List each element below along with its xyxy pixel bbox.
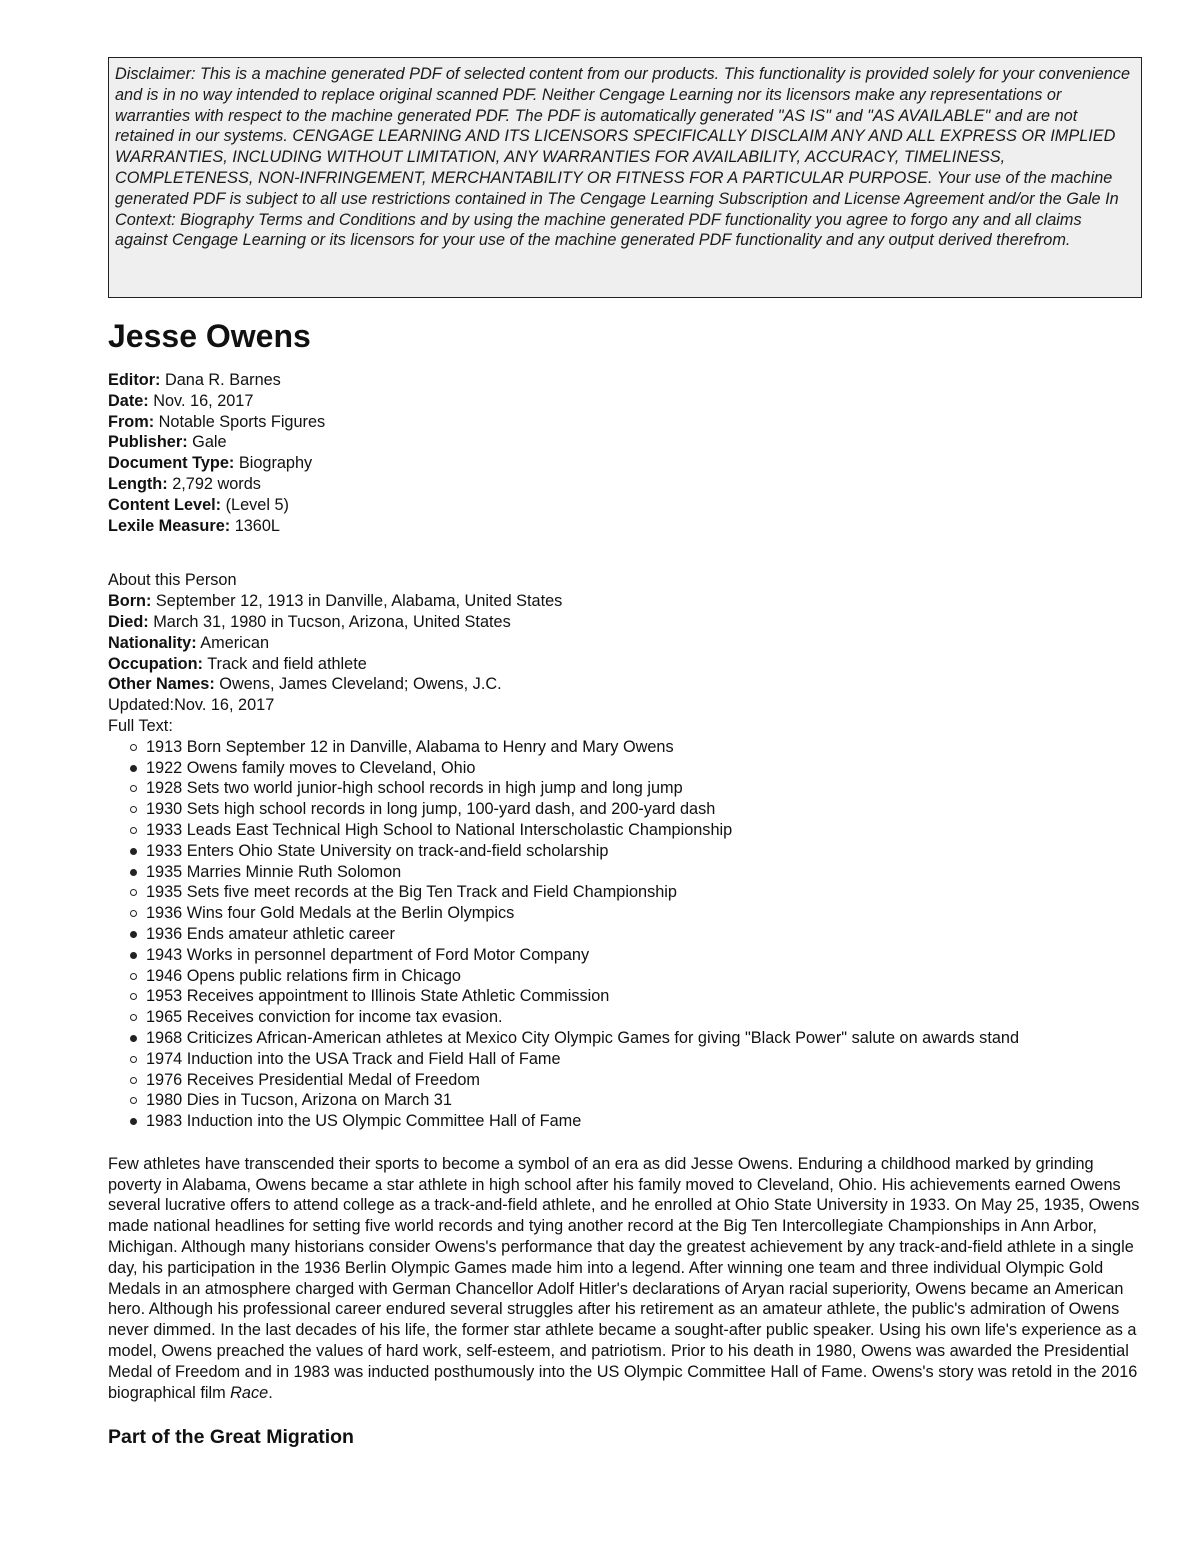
hollow-bullet-icon [130,827,137,834]
timeline-item-text: 1928 Sets two world junior-high school records in high jump and long jump [146,779,683,798]
timeline-item-text: 1933 Leads East Technical High School to National Interscholastic Championship [146,820,733,839]
hollow-bullet-icon [130,993,137,1000]
meta-label: Publisher: [108,433,188,452]
timeline-item-text: 1935 Marries Minnie Ruth Solomon [146,862,402,881]
timeline-item-text: 1974 Induction into the USA Track and Field Hall of Fame [146,1049,561,1068]
timeline-item [130,903,1142,924]
timeline-item [130,986,1142,1007]
timeline-item [130,778,1142,799]
timeline-item [130,1070,1142,1091]
timeline-item [130,966,1142,987]
about-row-occupation [108,654,1142,675]
hollow-bullet-icon [130,910,137,917]
meta-value: Gale [187,433,227,452]
timeline-item-text: 1933 Enters Ohio State University on track-and-field scholarship [146,841,609,860]
hollow-bullet-icon [130,744,137,751]
meta-row-document-type [108,453,1142,474]
updated-date: Updated:Nov. 16, 2017 [108,696,275,715]
meta-value: 1360L [230,516,280,535]
timeline-item [130,820,1142,841]
hollow-bullet-icon [130,973,137,980]
meta-row-content-level [108,495,1142,516]
body-paragraph-end: . [268,1383,273,1402]
meta-label: From: [108,412,155,431]
disclaimer-box [108,57,1142,298]
full-text-label: Full Text: [108,716,173,735]
about-label: Died: [108,612,149,631]
meta-label: Editor: [108,371,161,389]
timeline-item [130,1028,1142,1049]
meta-value: Dana R. Barnes [160,371,281,389]
timeline-item-text: 1980 Dies in Tucson, Arizona on March 31 [146,1091,452,1110]
about-row-nationality [108,633,1142,654]
hollow-bullet-icon [130,1097,137,1104]
hollow-bullet-icon [130,1014,137,1021]
filled-bullet-icon [130,1035,137,1042]
timeline-item [130,1111,1142,1132]
timeline-item-text: 1946 Opens public relations firm in Chicago [146,966,461,985]
about-row-other-names [108,674,1142,695]
about-value: American [196,633,270,652]
meta-row-editor [108,370,1142,391]
about-label: Other Names: [108,675,215,694]
meta-row-length [108,474,1142,495]
meta-label: Date: [108,391,149,410]
filled-bullet-icon [130,1118,137,1125]
about-value: March 31, 1980 in Tucson, Arizona, United States [148,612,511,631]
timeline-item [130,1007,1142,1028]
metadata-block [108,370,1142,536]
about-label: Occupation: [108,654,203,673]
body-paragraph [108,1154,1142,1404]
timeline-item [130,737,1142,758]
timeline-item [130,945,1142,966]
about-heading: About this Person [108,571,237,590]
filled-bullet-icon [130,765,137,772]
timeline-item [130,1090,1142,1111]
hollow-bullet-icon [130,889,137,896]
section-heading: Part of the Great Migration [108,1426,354,1449]
timeline-item [130,841,1142,862]
body-paragraph-text: Few athletes have transcended their sports to become a symbol of an era as did Jesse Owens. Enduring a childhood marked by grinding poverty in Alabama, Owens became a star athlete in high school after his family moved to Cleveland, Ohio. His achievements earned Owens several lucrative offers to attend college as a track-and-field athlete, and he enrolled at Ohio State University in 1933. On May 25, 1935, Owens made national headlines for setting five world records and tying another record at the Big Ten Intercollegiate Championships in Ann Arbor, Michigan. Although many historians consider Owens's performance that day the greatest achievement by any track-and-field athlete in a single day, his participation in the 1936 Berlin Olympic Games made him into a legend. After winning one team and three individual Olympic Gold Medals in an atmosphere charged with German Chancellor Adolf Hitler's declarations of Aryan racial superiority, Owens became an American hero. Although his professional career endured several struggles after his retirement as an amateur athlete, the public's admiration of Owens never dimmed. In the last decades of his life, the former star athlete became a sought-after public speaker. Using his own life's experience as a model, Owens preached the values of hard work, self-esteem, and patriotism. Prior to his death in 1980, Owens was awarded the Presidential Medal of Freedom and in 1983 was inducted posthumously into the US Olympic Committee Hall of Fame. Owens's story was retold in the 2016 biographical film [108,1154,1140,1402]
about-row-born [108,591,1142,612]
page-title: Jesse Owens [108,318,311,354]
meta-label: Content Level: [108,495,222,514]
meta-value: Nov. 16, 2017 [148,391,254,410]
meta-label: Lexile Measure: [108,516,231,535]
hollow-bullet-icon [130,806,137,813]
timeline-item-text: 1936 Wins four Gold Medals at the Berlin Olympics [146,904,515,923]
timeline-item-text: 1965 Receives conviction for income tax evasion. [146,1008,503,1027]
timeline-item [130,1049,1142,1070]
timeline-item [130,882,1142,903]
timeline-item-text: 1968 Criticizes African-American athletes at Mexico City Olympic Games for giving "Black Power" salute on awards stand [146,1028,1020,1047]
timeline-item-text: 1913 Born September 12 in Danville, Alabama to Henry and Mary Owens [146,737,674,756]
timeline-list [108,737,1142,1132]
timeline-item-text: 1922 Owens family moves to Cleveland, Ohio [146,758,476,777]
document-page [108,57,1142,1449]
meta-value: 2,792 words [167,474,261,493]
timeline-item-text: 1983 Induction into the US Olympic Committee Hall of Fame [146,1112,582,1131]
filled-bullet-icon [130,869,137,876]
about-row-died [108,612,1142,633]
hollow-bullet-icon [130,1056,137,1063]
about-label: Born: [108,592,152,611]
meta-value: Biography [234,454,313,473]
filled-bullet-icon [130,952,137,959]
timeline-item [130,924,1142,945]
hollow-bullet-icon [130,785,137,792]
meta-value: Notable Sports Figures [154,412,326,431]
film-title: Race [230,1383,269,1402]
meta-row-from [108,412,1142,433]
meta-label: Document Type: [108,454,235,473]
filled-bullet-icon [130,848,137,855]
meta-row-lexile-measure [108,516,1142,537]
about-person-block [108,570,1142,736]
hollow-bullet-icon [130,1077,137,1084]
timeline-item-text: 1936 Ends amateur athletic career [146,924,395,943]
meta-row-date [108,391,1142,412]
timeline-item-text: 1943 Works in personnel department of Ford Motor Company [146,945,590,964]
meta-label: Length: [108,474,168,493]
timeline-item-text: 1935 Sets five meet records at the Big Ten Track and Field Championship [146,883,677,902]
about-value: September 12, 1913 in Danville, Alabama, United States [151,592,563,611]
about-label: Nationality: [108,633,197,652]
timeline-item-text: 1930 Sets high school records in long jump, 100-yard dash, and 200-yard dash [146,800,716,819]
meta-row-publisher [108,432,1142,453]
timeline-item-text: 1976 Receives Presidential Medal of Freedom [146,1070,480,1089]
timeline-item [130,758,1142,779]
timeline-item [130,862,1142,883]
disclaimer-text: Disclaimer: This is a machine generated PDF of selected content from our products. This functionality is provided solely for your convenience and is in no way intended to replace original scanned PDF. Neither Cengage Learning nor its licensors make any representations or warranties with respect to the machine generated PDF. The PDF is automatically generated "AS IS" and "AS AVAILABLE" and are not retained in our systems. CENGAGE LEARNING AND ITS LICENSORS SPECIFICALLY DISCLAIM ANY AND ALL EXPRESS OR IMPLIED WARRANTIES, INCLUDING WITHOUT LIMITATION, ANY WARRANTIES FOR AVAILABILITY, ACCURACY, TIMELINESS, COMPLETENESS, NON-INFRINGEMENT, MERCHANTABILITY OR FITNESS FOR A PARTICULAR PURPOSE. Your use of the machine generated PDF is subject to all use restrictions contained in The Cengage Learning Subscription and License Agreement and/or the Gale In Context: Biography Terms and Conditions and by using the machine generated PDF functionality you agree to forgo any and all claims against Cengage Learning or its licensors for your use of the machine generated PDF functionality and any output derived therefrom. [115,65,1131,250]
timeline-item-text: 1953 Receives appointment to Illinois State Athletic Commission [146,987,610,1006]
timeline-item [130,799,1142,820]
about-value: Owens, James Cleveland; Owens, J.C. [214,675,502,694]
meta-value: (Level 5) [221,495,289,514]
about-value: Track and field athlete [202,654,367,673]
filled-bullet-icon [130,931,137,938]
